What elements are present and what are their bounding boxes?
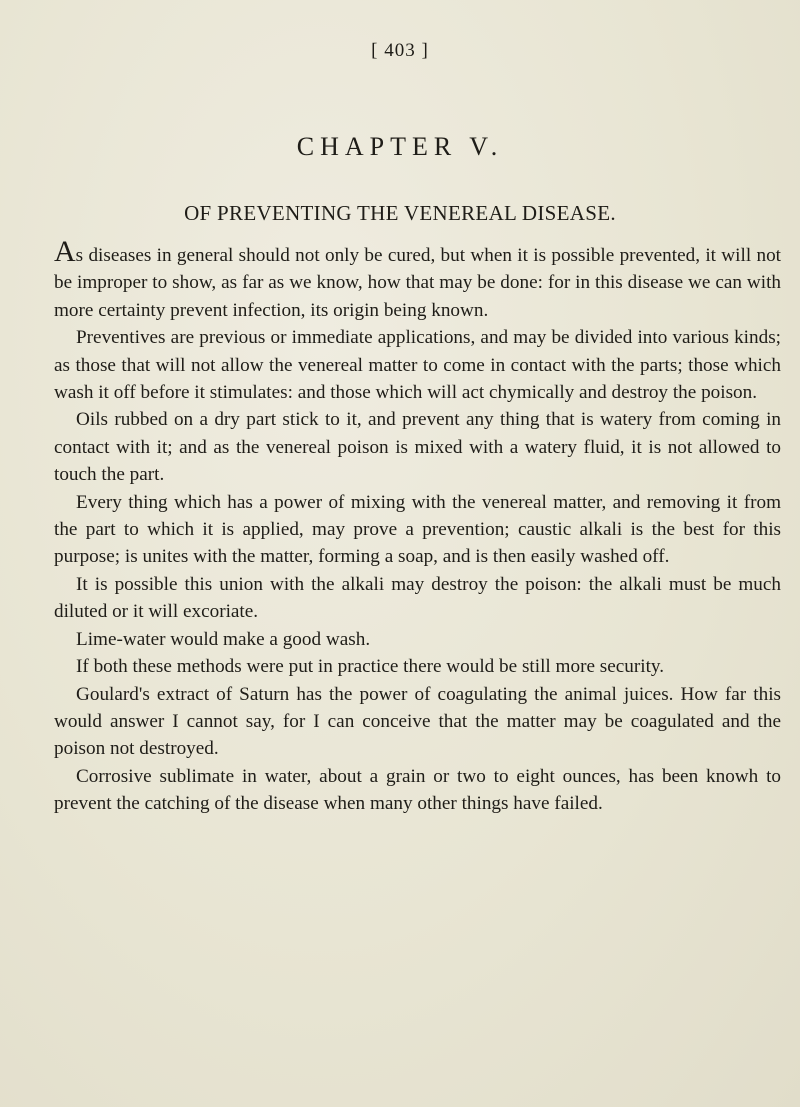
section-heading: OF PREVENTING THE VENEREAL DISEASE.: [184, 201, 616, 225]
paragraph: It is possible this union with the alkali may destroy the poison: the alkali must be much diluted or it will excoriate.: [54, 573, 781, 623]
paragraph: Preventives are previous or immediate applications, and may be divided into various kinds; as those that will not allow the venereal matter to come in contact with the parts; those which wash it off before it stimulates: and those which will act chymically and destroy the poison.: [54, 327, 781, 404]
paragraph-text: s diseases in general should not only be cured, but when it is possible prevented, it will not be improper to show, as far as we know, how that may be done: for in this disease we can with more certainty prevent infection, its origin being known.: [54, 245, 781, 321]
paragraph: Oils rubbed on a dry part stick to it, and prevent any thing that is watery from coming in contact with it; and as the venereal poison is mixed with a watery fluid, it is not allowed to touch the part.: [54, 409, 781, 486]
initial-capital: A: [54, 235, 76, 268]
paragraph: [54, 235, 781, 324]
body-text: [54, 235, 781, 818]
paragraph: Every thing which has a power of mixing with the venereal matter, and removing it from the part to which it is applied, may prove a prevention; caustic alkali is the best for this purpose; is unites with the matter, forming a soap, and is then easily washed off.: [54, 491, 781, 568]
paragraph: Goulard's extract of Saturn has the power of coagulating the animal juices. How far this would answer I cannot say, for I can conceive that the matter may be coagulated and the poison not destroyed.: [54, 683, 781, 760]
chapter-title: CHAPTER V.: [296, 132, 504, 161]
paragraph: Corrosive sublimate in water, about a grain or two to eight ounces, has been knowh to prevent the catching of the disease when many other things have failed.: [54, 765, 781, 815]
paragraph: If both these methods were put in practice there would be still more security.: [76, 656, 665, 678]
paragraph: Lime-water would make a good wash.: [76, 628, 371, 650]
page-number: [ 403 ]: [371, 40, 429, 61]
